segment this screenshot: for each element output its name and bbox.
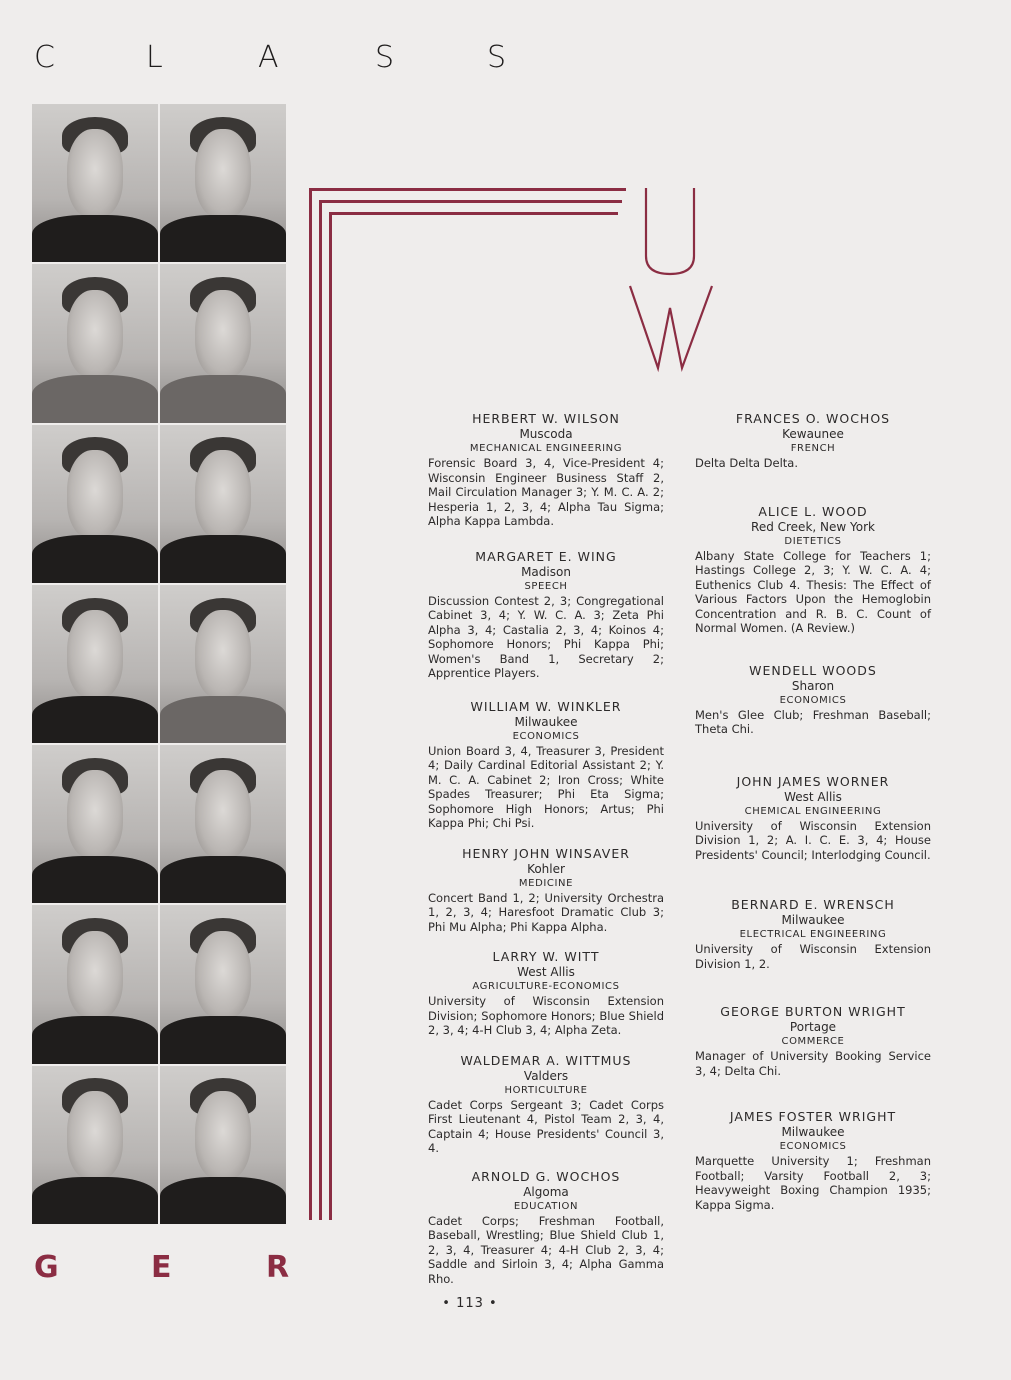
entry-margaret-wing — [428, 548, 664, 681]
student-activities: Marquette University 1; Freshman Football; Varsity Football 2, 3; Heavyweight Boxing Champion 1935; Kappa Sigma. — [695, 1154, 931, 1212]
footer-letter-e: E — [151, 1250, 172, 1285]
student-hometown: Portage — [789, 1020, 837, 1034]
portrait-alice-wood — [160, 264, 286, 422]
student-major: SPEECH — [524, 580, 568, 592]
left-biography-column — [428, 410, 664, 1286]
student-major: ECONOMICS — [779, 1141, 847, 1152]
header-letter-s: S — [375, 40, 397, 75]
border-vertical-3 — [329, 212, 332, 1220]
entry-larry-witt — [428, 948, 664, 1038]
entry-bernard-wrensch — [695, 896, 931, 971]
student-hometown: Sharon — [791, 678, 835, 693]
student-name: LARRY W. WITT — [492, 949, 600, 964]
student-activities: Concert Band 1, 2; University Orchestra 1, 2, 3, 4; Haresfoot Dramatic Club 3; Phi Mu Alpha; Phi Kappa Alpha. — [428, 890, 664, 934]
border-horizontal-3 — [329, 212, 618, 215]
student-name: MARGARET E. WING — [475, 548, 617, 564]
student-activities: University of Wisconsin Extension Division 1, 2. — [695, 942, 931, 971]
page-number: • 113 • — [442, 1296, 498, 1311]
portrait-herbert-wilson — [32, 104, 158, 262]
portrait-waldemar-wittmus — [32, 905, 158, 1063]
student-activities: Discussion Contest 2, 3; Congregational Cabinet 3, 4; Y. W. C. A. 3; Zeta Phi Alpha 3, 4; Castalia 2, 3, 4; Koinos 4; Sophomore Honors; Phi Kappa Phi; Women's Band 1, Secretary 2; Apprentice Players. — [428, 593, 664, 680]
portrait-george-wright — [160, 905, 286, 1063]
student-name: FRANCES O. WOCHOS — [735, 411, 891, 426]
header-letter-c: C — [34, 40, 57, 75]
student-hometown: West Allis — [784, 789, 842, 804]
student-activities: Forensic Board 3, 4, Vice-President 4; Wisconsin Engineer Business Staff 2, Mail Circulation Manager 3; Y. M. C. A. 2; Hesperia 1, 2, 3, 4; Alpha Tau Sigma; Alpha Kappa Lambda. — [428, 456, 664, 528]
border-horizontal-1 — [309, 188, 626, 191]
student-major: MECHANICAL ENGINEERING — [469, 443, 623, 454]
portrait-arnold-wochos — [32, 1066, 158, 1224]
right-biography-column — [695, 410, 931, 1212]
student-name: ALICE L. WOOD — [758, 503, 868, 519]
entry-waldemar-wittmus — [428, 1052, 664, 1156]
u-letter-shape — [646, 188, 694, 274]
entry-john-worner — [695, 773, 931, 863]
entry-alice-wood — [695, 503, 931, 636]
portrait-frances-wochos — [32, 264, 158, 422]
uw-monogram-graphic — [620, 178, 740, 378]
portrait-bernard-wrensch — [160, 745, 286, 903]
entry-arnold-wochos — [428, 1168, 664, 1287]
w-letter-shape — [630, 286, 712, 368]
student-activities: Men's Glee Club; Freshman Baseball; Theta Chi. — [695, 707, 931, 736]
student-activities: Union Board 3, 4, Treasurer 3, President 4; Daily Cardinal Editorial Assistant 2; Y. M. C. A. Cabinet 2; Iron Cross; White Spades Treasurer; Phi Eta Sigma; Sophomore High Honors; Artus; Phi Kappa Phi; Chi Psi. — [428, 743, 664, 830]
portrait-wendell-woods — [160, 425, 286, 583]
student-hometown: West Allis — [517, 965, 575, 979]
entry-henry-winsaver — [428, 845, 664, 935]
student-hometown: Valders — [523, 1068, 569, 1083]
portrait-william-winkler — [32, 425, 158, 583]
student-name: BERNARD E. WRENSCH — [731, 897, 895, 912]
student-major: EDUCATION — [513, 1200, 579, 1212]
student-activities: University of Wisconsin Extension Division; Sophomore Honors; Blue Shield 2, 3, 4; 4-H Club 3, 4; Alpha Zeta. — [428, 994, 664, 1037]
entry-james-wright — [695, 1108, 931, 1212]
student-hometown: Red Creek, New York — [751, 519, 875, 534]
portrait-margaret-wing — [160, 104, 286, 262]
student-hometown: Muscoda — [519, 427, 573, 441]
entry-wendell-woods — [695, 662, 931, 737]
student-hometown: Madison — [521, 564, 571, 579]
portrait-john-worner — [160, 585, 286, 743]
entry-herbert-wilson — [428, 410, 664, 529]
student-hometown: Kewaunee — [782, 427, 844, 441]
student-name: WENDELL WOODS — [749, 662, 877, 678]
student-hometown: Milwaukee — [781, 1125, 845, 1139]
student-name: HERBERT W. WILSON — [472, 411, 620, 426]
student-major: ELECTRICAL ENGINEERING — [739, 929, 887, 940]
student-name: JAMES FOSTER WRIGHT — [729, 1109, 897, 1124]
student-major: MEDICINE — [518, 877, 574, 889]
student-activities: Albany State College for Teachers 1; Hastings College 2, 3; Y. W. C. A. 4; Euthenics Club 4. Thesis: The Effect of Various Factors Upon the Hemoglobin Concentration and R. B. C. Count of Normal Women. (A Review.) — [695, 548, 931, 635]
student-name: HENRY JOHN WINSAVER — [462, 845, 630, 861]
footer-letter-g: G — [34, 1250, 59, 1285]
student-hometown: Kohler — [527, 861, 565, 876]
student-activities: Cadet Corps Sergeant 3; Cadet Corps First Lieutenant 4, Pistol Team 2, 3, 4, Captain 4; House Presidents' Council 3, 4. — [428, 1097, 664, 1155]
header-letter-l: L — [146, 40, 165, 75]
student-activities: Cadet Corps; Freshman Football, Baseball, Wrestling; Blue Shield Club 1, 2, 3, 4, Treasurer 4; 4-H Club 2, 3, 4; Saddle and Sirloin 3, 4; Alpha Gamma Rho. — [428, 1213, 664, 1286]
uw-monogram — [620, 178, 740, 378]
student-activities: University of Wisconsin Extension Division 1, 2; A. I. C. E. 3, 4; House Presidents' Council; Interlodging Council. — [695, 818, 931, 862]
student-major: ECONOMICS — [512, 730, 580, 742]
student-name: JOHN JAMES WORNER — [736, 773, 890, 789]
portrait-grid — [32, 104, 286, 1224]
header-letter-s2: S — [487, 40, 509, 75]
footer-letter-r: R — [266, 1250, 290, 1285]
entry-william-winkler — [428, 698, 664, 831]
border-vertical-1 — [309, 188, 312, 1220]
border-horizontal-2 — [319, 200, 622, 203]
student-major: CHEMICAL ENGINEERING — [744, 805, 882, 817]
portrait-james-wright — [160, 1066, 286, 1224]
student-major: DIETETICS — [784, 535, 842, 547]
student-activities: Manager of University Booking Service 3, 4; Delta Chi. — [695, 1049, 931, 1078]
student-hometown: Milwaukee — [514, 714, 578, 729]
student-hometown: Algoma — [523, 1184, 569, 1199]
entry-george-wright — [695, 1003, 931, 1078]
student-hometown: Milwaukee — [781, 913, 845, 927]
student-major: HORTICULTURE — [504, 1084, 588, 1096]
border-vertical-2 — [319, 200, 322, 1220]
student-major: FRENCH — [790, 443, 836, 454]
student-name: GEORGE BURTON WRIGHT — [720, 1004, 906, 1019]
student-major: AGRICULTURE-ECONOMICS — [472, 981, 620, 992]
student-name: WALDEMAR A. WITTMUS — [460, 1052, 632, 1068]
portrait-henry-winsaver — [32, 585, 158, 743]
student-major: COMMERCE — [781, 1036, 845, 1047]
student-name: ARNOLD G. WOCHOS — [471, 1168, 621, 1184]
portrait-larry-witt — [32, 745, 158, 903]
student-major: ECONOMICS — [779, 694, 847, 706]
entry-frances-wochos — [695, 410, 931, 471]
student-activities: Delta Delta Delta. — [695, 456, 799, 470]
header-letter-a: A — [258, 40, 281, 75]
student-name: WILLIAM W. WINKLER — [470, 698, 622, 714]
